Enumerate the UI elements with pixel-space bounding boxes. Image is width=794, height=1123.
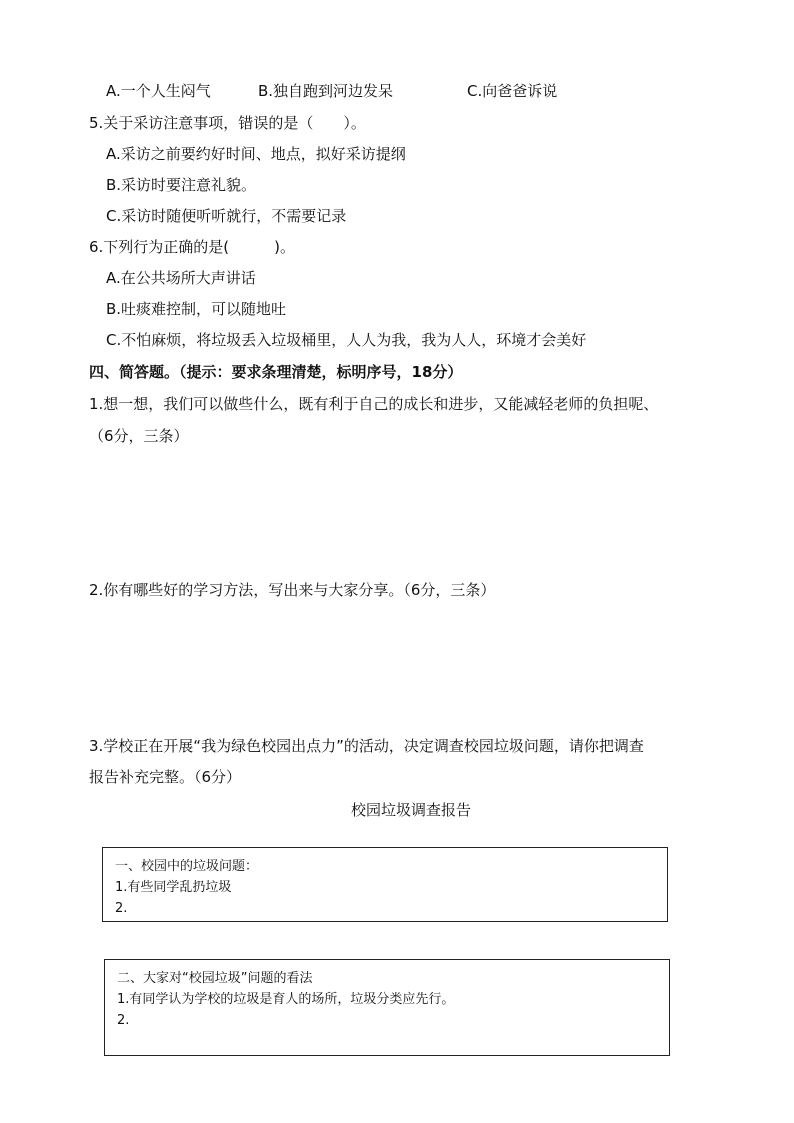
- essay-q3-line2: 报告补充完整。（6分）: [89, 768, 242, 786]
- q6-option-a: A.在公共场所大声讲话: [106, 269, 256, 287]
- essay-q3-line1: 3.学校正在开展“我为绿色校园出点力”的活动，决定调查校园垃圾问题，请你把调查: [89, 737, 644, 755]
- report-box-opinions-item-2: 2.: [117, 1013, 130, 1028]
- q5-option-c: C.采访时随便听听就行，不需要记录: [106, 207, 347, 225]
- report-box-problems-item-2: 2.: [115, 901, 128, 916]
- essay-q1-line2: （6分，三条）: [89, 427, 189, 445]
- q4-option-c: C.向爸爸诉说: [467, 82, 558, 100]
- q6-stem: 6.下列行为正确的是( )。: [89, 238, 296, 256]
- q4-option-b: B.独自跑到河边发呆: [258, 82, 394, 100]
- q6-option-b: B.吐痰难控制，可以随地吐: [106, 300, 287, 318]
- q5-stem: 5.关于采访注意事项，错误的是（ ）。: [89, 114, 366, 132]
- essay-q1-line1: 1.想一想，我们可以做些什么，既有利于自己的成长和进步，又能减轻老师的负担呢、: [89, 395, 659, 413]
- section-heading: 四、简答题。（提示：要求条理清楚，标明序号，18分）: [89, 363, 463, 381]
- q4-option-a: A.一个人生闷气: [106, 82, 211, 100]
- report-box-opinions-item-1: 1.有同学认为学校的垃圾是育人的场所，垃圾分类应先行。: [117, 992, 455, 1007]
- report-box-opinions: [104, 959, 670, 1056]
- report-box-problems-item-1: 1.有些同学乱扔垃圾: [115, 880, 232, 895]
- q5-option-b: B.采访时要注意礼貌。: [106, 176, 257, 194]
- essay-q2: 2.你有哪些好的学习方法，写出来与大家分享。（6分，三条）: [89, 581, 496, 599]
- report-box-problems: [102, 847, 668, 922]
- q5-option-a: A.采访之前要约好时间、地点，拟好采访提纲: [106, 145, 406, 163]
- q6-option-c: C.不怕麻烦，将垃圾丢入垃圾桶里，人人为我，我为人人，环境才会美好: [106, 331, 587, 349]
- report-box-problems-heading: 一、校园中的垃圾问题：: [115, 859, 259, 874]
- report-title: 校园垃圾调查报告: [350, 801, 471, 819]
- report-box-opinions-heading: 二、大家对“校园垃圾”问题的看法: [117, 971, 313, 986]
